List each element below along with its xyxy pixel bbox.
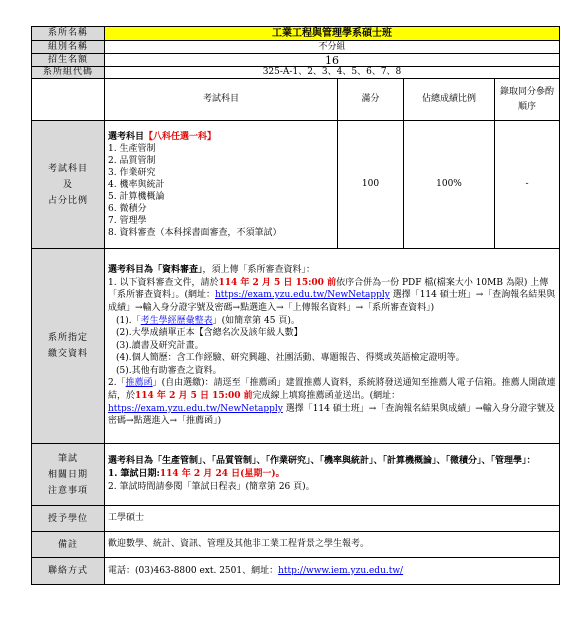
- quota-label: 招生名額: [32, 54, 105, 67]
- choose-note: 【八科任選一科】: [144, 131, 217, 142]
- subject-item: 4. 機率與統計: [108, 179, 165, 190]
- materials-item-2: 2.「推薦函」(自由選繳)：請逕至「推薦函」建置推薦人資料，系統將發送通知至推薦人電子信箱。推薦人開啟連結，於114 年 2 月 5 日 15:00 前完成線上填寫推薦函並送出。(網址：https://exam.yzu.edu.tw/NewNetapply 選擇「114 碩士班」→「查詢報名結果與成績」→輸入身分證字號及密碼→點選進入→「推薦函」): [108, 378, 556, 427]
- header-tie-order: 錄取同分參酌順序: [495, 79, 560, 121]
- row-quota: [32, 54, 560, 67]
- resume-form-link[interactable]: 考生學經歷彙整表: [140, 315, 213, 326]
- code-label: 系所組代碼: [32, 67, 105, 79]
- quota-value: 16: [105, 54, 560, 67]
- recommendation-link[interactable]: 推薦函: [125, 378, 153, 389]
- score-header-row: [32, 79, 560, 121]
- apply-link[interactable]: https://exam.yzu.edu.tw/NewNetapply: [215, 290, 390, 301]
- remark-value: 歡迎數學、統計、資訊、管理及其他非工業工程背景之學生報考。: [105, 532, 560, 558]
- row-group-name: [32, 41, 560, 54]
- subject-item: 8. 資料審查（本科採書面審查，不須筆試）: [108, 227, 282, 238]
- row-dept-name: [32, 27, 560, 41]
- materials-label: 系所指定 繳交資料: [32, 249, 105, 444]
- group-name-label: 組別名稱: [32, 41, 105, 54]
- apply-link-2[interactable]: https://exam.yzu.edu.tw/NewNetapply: [108, 403, 283, 414]
- dept-name-label: 系所名稱: [32, 27, 105, 41]
- website-link[interactable]: http://www.iem.yzu.edu.tw/: [278, 565, 404, 576]
- degree-value: 工學碩士: [105, 506, 560, 532]
- subject-item: 6. 微積分: [108, 203, 147, 214]
- dept-name-value: 工業工程與管理學系碩士班: [105, 27, 560, 41]
- subject-list: [105, 121, 338, 249]
- contact-value: 電話：(03)463-8800 ext. 2501、網址：http://www.iem.yzu.edu.tw/: [105, 558, 560, 585]
- department-info-table: [31, 26, 560, 585]
- full-score-value: 100: [338, 121, 404, 249]
- header-subject: 考試科目: [105, 79, 338, 121]
- materials-row: [32, 249, 560, 444]
- upload-deadline: 114 年 2 月 5 日 15:00 前: [218, 277, 337, 288]
- contact-row: [32, 558, 560, 585]
- header-ratio: 佔總成績比例: [404, 79, 495, 121]
- remark-row: [32, 532, 560, 558]
- score-section-label: 考試科目 及 占分比例: [32, 121, 105, 249]
- exam-label: 筆試 相關日期 注意事項: [32, 444, 105, 506]
- degree-label: 授予學位: [32, 506, 105, 532]
- contact-label: 聯絡方式: [32, 558, 105, 585]
- code-value: 325-A-1、2、3、4、5、6、7、8: [105, 67, 560, 79]
- subject-item: 5. 計算機概論: [108, 191, 165, 202]
- subject-item: 1. 生產管制: [108, 143, 156, 154]
- materials-item-1: 1. 以下資料審查文件，請於114 年 2 月 5 日 15:00 前依序合併為一份 PDF 檔(檔案大小 10MB 為限) 上傳「系所審查資料」。(網址：https://exam.yzu.edu.tw/NewNetapply 選擇「114 碩士班」→「查詢報名結果與成績」→輸入身分證字號及密碼→點選進入→「上傳報名資料」→「系所審查資料」): [108, 277, 556, 313]
- subject-item: 3. 作業研究: [108, 167, 156, 178]
- exam-date: 114 年 2 月 24 日(星期一)。: [159, 469, 285, 479]
- exam-content: 選考科目為「生產管制」、「品質管制」、「作業研究」、「機率與統計」、「計算機概論」、「微積分」、「管理學」： 1. 筆試日期:114 年 2 月 24 日(星期一)。 2. 筆試時間請參閱「筆試日程表」(簡章第 26 頁)。: [105, 444, 560, 506]
- degree-row: [32, 506, 560, 532]
- materials-content: 選考科目為「資料審查」，須上傳「系所審查資料」： 1. 以下資料審查文件，請於114 年 2 月 5 日 15:00 前依序合併為一份 PDF 檔(檔案大小 10MB 為限) 上傳「系所審查資料」。(網址：https://exam.yzu.edu.tw/NewNetapply 選擇「114 碩士班」→「查詢報名結果與成績」→輸入身分證字號及密碼→點選進入→「上傳報名資料」→「系所審查資料」) (1).「考生學經歷彙整表」(如簡章第 45 頁)。 (2).大學成績單正本【含總名次及該年級人數】 (3).讀書及研究計畫。 (4).個人簡歷：含工作經驗、研究興趣、社團活動、專題報告、得獎或英語檢定證明等。 (5).其他有助審查之資料。 2.「推薦函」(自由選繳)：請逕至「推薦函」建置推薦人資料，系統將發送通知至推薦人電子信箱。推薦人開啟連結，於114 年 2 月 5 日 15:00 前完成線上填寫推薦函並送出。(網址：https://exam.yzu.edu.tw/NewNetapply 選擇「114 碩士班」→「查詢報名結果與成績」→輸入身分證字號及密碼→點選進入→「推薦函」): [105, 249, 560, 444]
- recommendation-deadline: 114 年 2 月 5 日 15:00 前: [135, 391, 253, 402]
- choose-prefix: 選考科目: [108, 131, 145, 142]
- remark-label: 備註: [32, 532, 105, 558]
- subject-item: 7. 管理學: [108, 215, 147, 226]
- subject-item: 2. 品質管制: [108, 155, 156, 166]
- score-row: [32, 121, 560, 249]
- row-code: [32, 67, 560, 79]
- header-full-score: 滿分: [338, 79, 404, 121]
- exam-row: [32, 444, 560, 506]
- group-name-value: 不分組: [105, 41, 560, 54]
- tie-order-value: -: [495, 121, 560, 249]
- ratio-value: 100%: [404, 121, 495, 249]
